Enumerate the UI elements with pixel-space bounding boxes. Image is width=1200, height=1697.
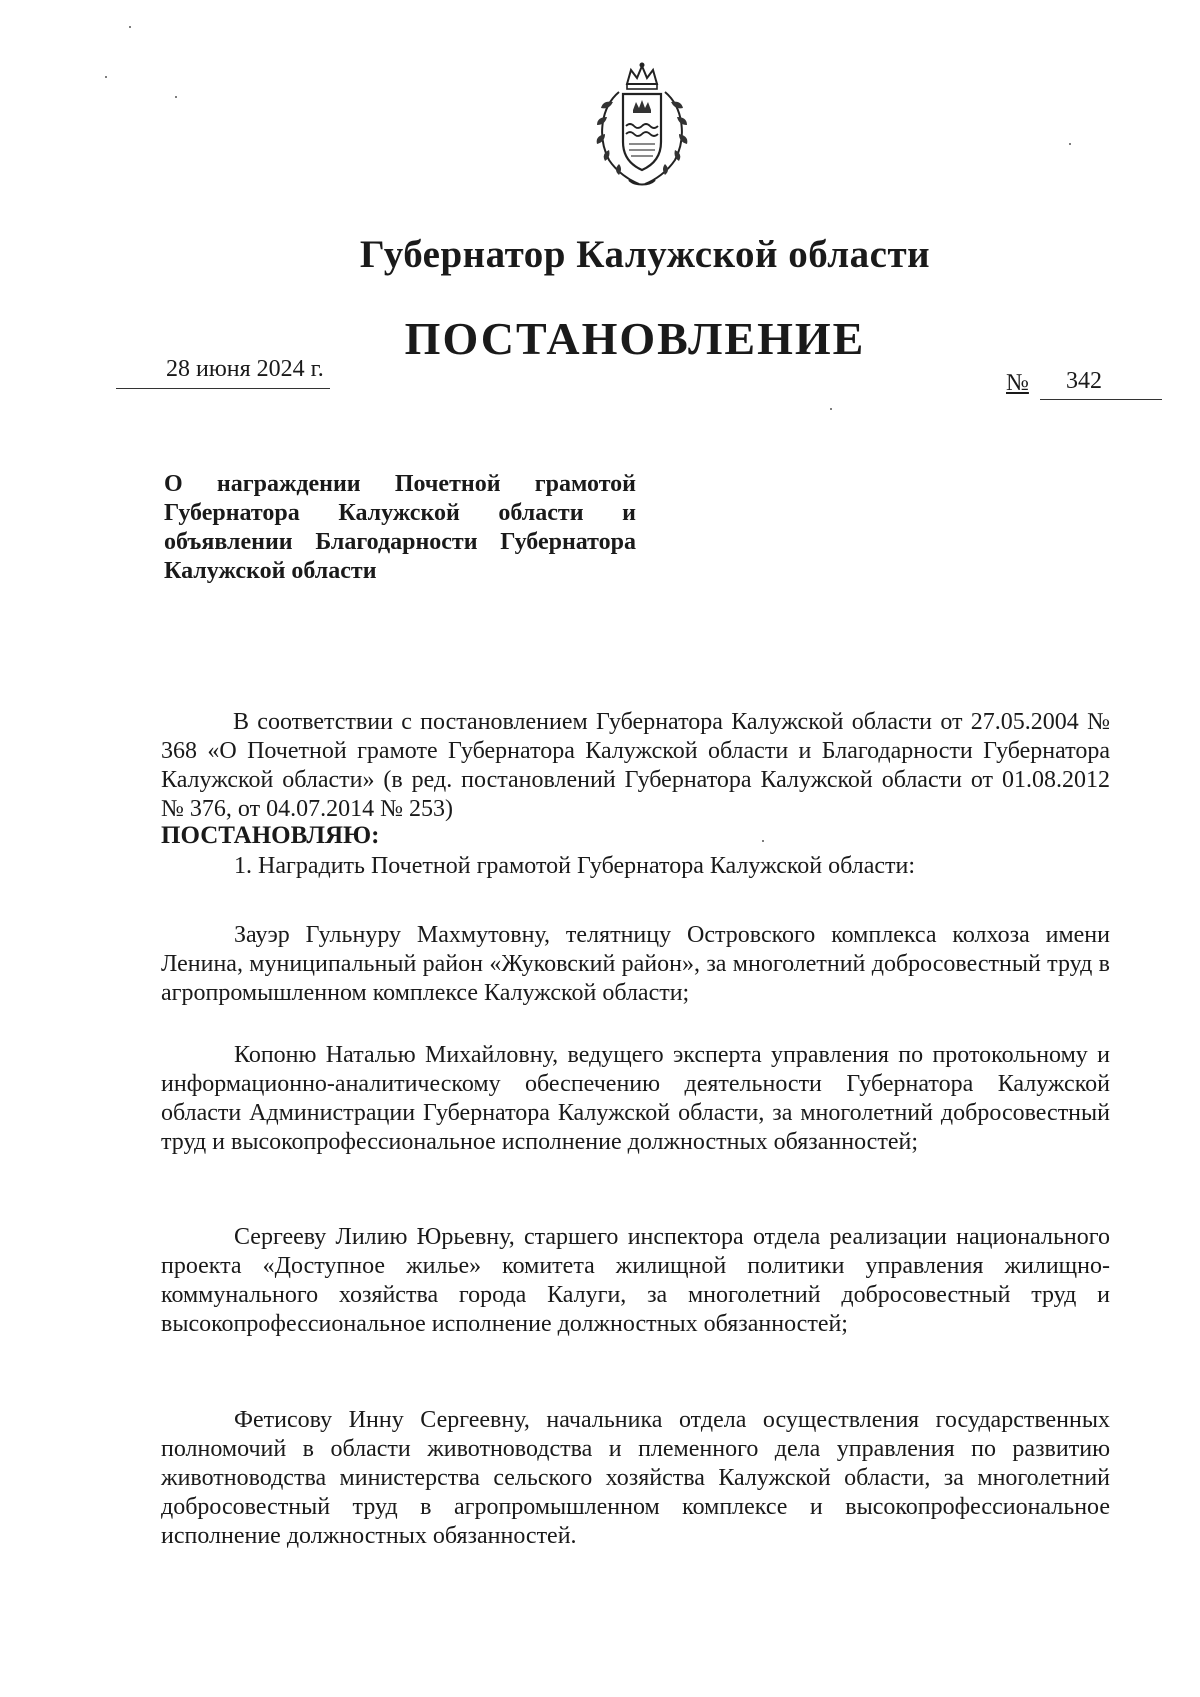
coat-of-arms-emblem xyxy=(583,62,701,190)
number-underline xyxy=(1040,399,1162,400)
scan-speck xyxy=(129,26,131,28)
decree-word: ПОСТАНОВЛЯЮ: xyxy=(161,822,380,849)
document-date: 28 июня 2024 г. xyxy=(166,356,324,382)
issuing-authority: Губернатор Калужской области xyxy=(359,233,931,276)
date-underline xyxy=(116,388,330,389)
scan-speck xyxy=(830,408,832,410)
awardee-paragraph: Копоню Наталью Михайловну, ведущего эксперта управления по протокольному и информационно-аналитическому обеспечению деятельности Губернатора Калужской области Администрации Губернатора Калужской области, за многолетний добросовестный труд и высокопрофессиональное исполнение должностных обязанностей; xyxy=(161,1042,1110,1155)
document-type-title: ПОСТАНОВЛЕНИЕ xyxy=(404,313,866,364)
number-sign: № xyxy=(1006,370,1029,396)
preamble-paragraph xyxy=(161,708,1110,824)
awardee-paragraph: Фетисову Инну Сергеевну, начальника отдела осуществления государственных полномочий в области животноводства и племенного дела управления по развитию животноводства министерства сельского хозяйства Калужской области, за многолетний добросовестный труд в агропромышленном комплексе и высокопрофессиональное исполнение должностных обязанностей. xyxy=(161,1407,1110,1549)
item-1-heading: 1. Наградить Почетной грамотой Губернатора Калужской области: xyxy=(234,853,916,879)
document-subject: О награждении Почетной грамотой Губернатора Калужской области и объявлении Благодарности Губернатора Калужской области xyxy=(164,471,636,584)
awardee-paragraph: Сергееву Лилию Юрьевну, старшего инспектора отдела реализации национального проекта «Доступное жилье» комитета жилищной политики управления жилищно-коммунального хозяйства города Калуги, за многолетний добросовестный труд и высокопрофессиональное исполнение должностных обязанностей; xyxy=(161,1224,1110,1337)
preamble-text: В соответствии с постановлением Губернатора Калужской области от 27.05.2004 № 368 «О Почетной грамоте Губернатора Калужской области и Благодарности Губернатора Калужской области» (в ред. постановлений Губернатора Калужской области от 01.08.2012 № 376, от 04.07.2014 № 253) xyxy=(161,709,1110,822)
scan-speck xyxy=(175,96,177,98)
document-number: 342 xyxy=(1066,368,1102,394)
scan-speck xyxy=(105,76,107,78)
scan-speck xyxy=(762,840,764,842)
awardee-paragraph: Зауэр Гульнуру Махмутовну, телятницу Островского комплекса колхоза имени Ленина, муниципальный район «Жуковский район», за многолетний добросовестный труд в агропромышленном комплексе Калужской области; xyxy=(161,922,1110,1006)
scan-speck xyxy=(1069,143,1071,145)
